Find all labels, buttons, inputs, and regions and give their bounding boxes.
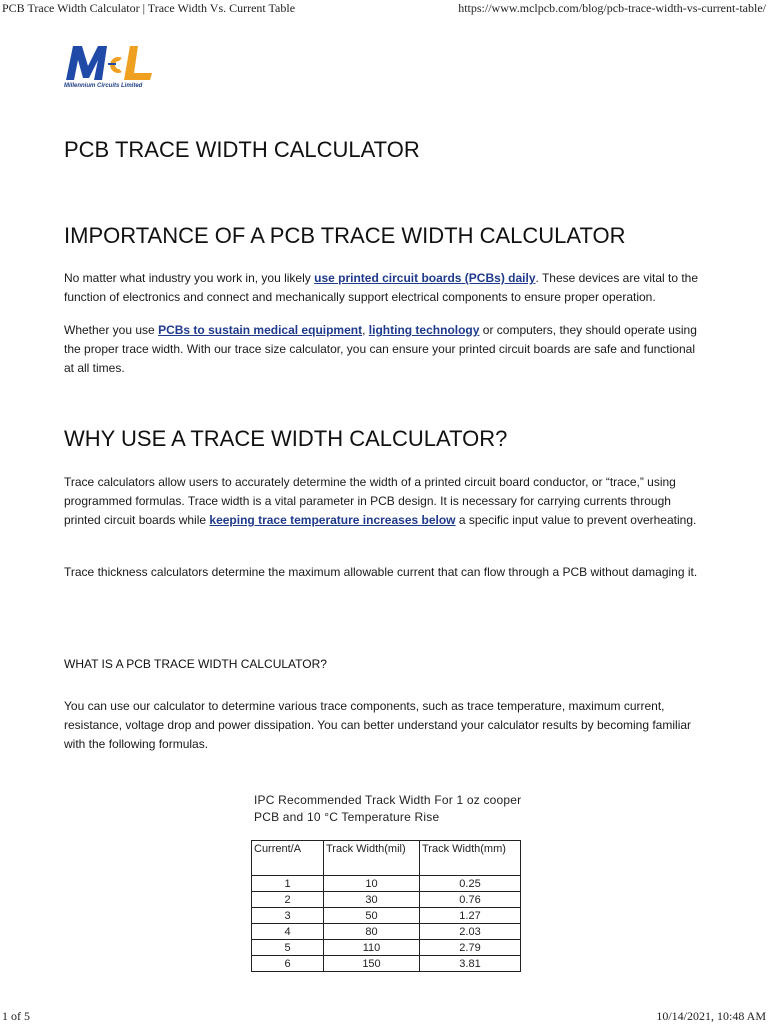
cell-width-mm: 2.03 xyxy=(420,924,521,940)
what-heading: WHAT IS A PCB TRACE WIDTH CALCULATOR? xyxy=(64,657,327,671)
cell-width-mm: 3.81 xyxy=(420,956,521,972)
cell-width-mm: 0.76 xyxy=(420,892,521,908)
cell-width-mil: 30 xyxy=(324,892,420,908)
text-run: , xyxy=(362,323,369,337)
text-run: a specific input value to prevent overheating. xyxy=(455,513,697,527)
table-row xyxy=(252,956,521,972)
print-datetime: 10/14/2021, 10:48 AM xyxy=(656,1009,766,1023)
table-header-row xyxy=(252,841,521,876)
print-header-title: PCB Trace Width Calculator | Trace Width Vs. Current Table xyxy=(2,1,296,15)
page-counter: 1 of 5 xyxy=(2,1009,30,1023)
link-trace-temperature[interactable]: keeping trace temperature increases below xyxy=(209,513,456,527)
importance-heading: IMPORTANCE OF A PCB TRACE WIDTH CALCULATOR xyxy=(64,223,626,248)
cell-width-mil: 10 xyxy=(324,876,420,892)
column-header-current: Current/A xyxy=(252,841,324,876)
text-run: . These devices are vital to the function of electronics and connect and mechanically support electrical components to ensure proper operation. xyxy=(64,271,699,304)
mcl-logo[interactable] xyxy=(64,40,156,96)
cell-current: 5 xyxy=(252,940,324,956)
column-header-width-mil: Track Width(mil) xyxy=(324,841,420,876)
cell-current: 6 xyxy=(252,956,324,972)
print-header xyxy=(0,0,768,18)
ipc-track-width-figure xyxy=(251,792,523,978)
what-paragraph-1: You can use our calculator to determine various trace components, such as trace temperature, maximum current, resistance, voltage drop and power dissipation. You can better understand your calculator results by becoming familiar with the following formulas. xyxy=(64,699,692,751)
text-run: Trace calculators allow users to accurately determine the width of a printed circuit board conductor, or “trace,” using programmed formulas. Trace width is a vital parameter in PCB design. It is necessary for carrying currents through printed circuit boards while xyxy=(64,475,676,527)
cell-current: 1 xyxy=(252,876,324,892)
print-footer xyxy=(0,1008,768,1024)
ipc-track-width-table xyxy=(251,840,521,972)
page-title: PCB TRACE WIDTH CALCULATOR xyxy=(64,137,420,162)
cell-current: 2 xyxy=(252,892,324,908)
column-header-width-mm: Track Width(mm) xyxy=(420,841,521,876)
importance-paragraph-1 xyxy=(64,269,706,307)
why-paragraph-2: Trace thickness calculators determine the maximum allowable current that can flow through a PCB without damaging it. xyxy=(64,565,698,579)
link-medical-equipment[interactable]: PCBs to sustain medical equipment xyxy=(158,323,363,337)
link-lighting-technology[interactable]: lighting technology xyxy=(368,323,480,337)
mcl-logo-mark xyxy=(64,40,156,84)
link-pcbs-daily[interactable]: use printed circuit boards (PCBs) daily xyxy=(314,271,536,285)
cell-width-mm: 2.79 xyxy=(420,940,521,956)
table-row xyxy=(252,924,521,940)
why-heading: WHY USE A TRACE WIDTH CALCULATOR? xyxy=(64,426,508,451)
table-row xyxy=(252,876,521,892)
why-paragraph-1 xyxy=(64,473,706,530)
cell-width-mm: 1.27 xyxy=(420,908,521,924)
text-run: or computers, they should operate using the proper trace width. With our trace size calculator, you can ensure your printed circuit boards are safe and functional at all times. xyxy=(64,323,697,375)
table-row xyxy=(252,940,521,956)
table-row xyxy=(252,908,521,924)
table-row xyxy=(252,892,521,908)
cell-width-mil: 80 xyxy=(324,924,420,940)
cell-width-mm: 0.25 xyxy=(420,876,521,892)
text-run: No matter what industry you work in, you likely xyxy=(64,271,315,285)
cell-width-mil: 110 xyxy=(324,940,420,956)
text-run: Whether you use xyxy=(64,323,159,337)
importance-paragraph-2 xyxy=(64,321,706,378)
table-title-line-2: PCB and 10 °C Temperature Rise xyxy=(254,810,440,824)
print-header-url[interactable]: https://www.mclpcb.com/blog/pcb-trace-width-vs-current-table/ xyxy=(458,1,766,15)
logo-tagline: Millennium Circuits Limited xyxy=(64,83,143,89)
cell-current: 3 xyxy=(252,908,324,924)
cell-current: 4 xyxy=(252,924,324,940)
table-title-line-1: IPC Recommended Track Width For 1 oz cooper xyxy=(254,793,522,807)
cell-width-mil: 150 xyxy=(324,956,420,972)
cell-width-mil: 50 xyxy=(324,908,420,924)
